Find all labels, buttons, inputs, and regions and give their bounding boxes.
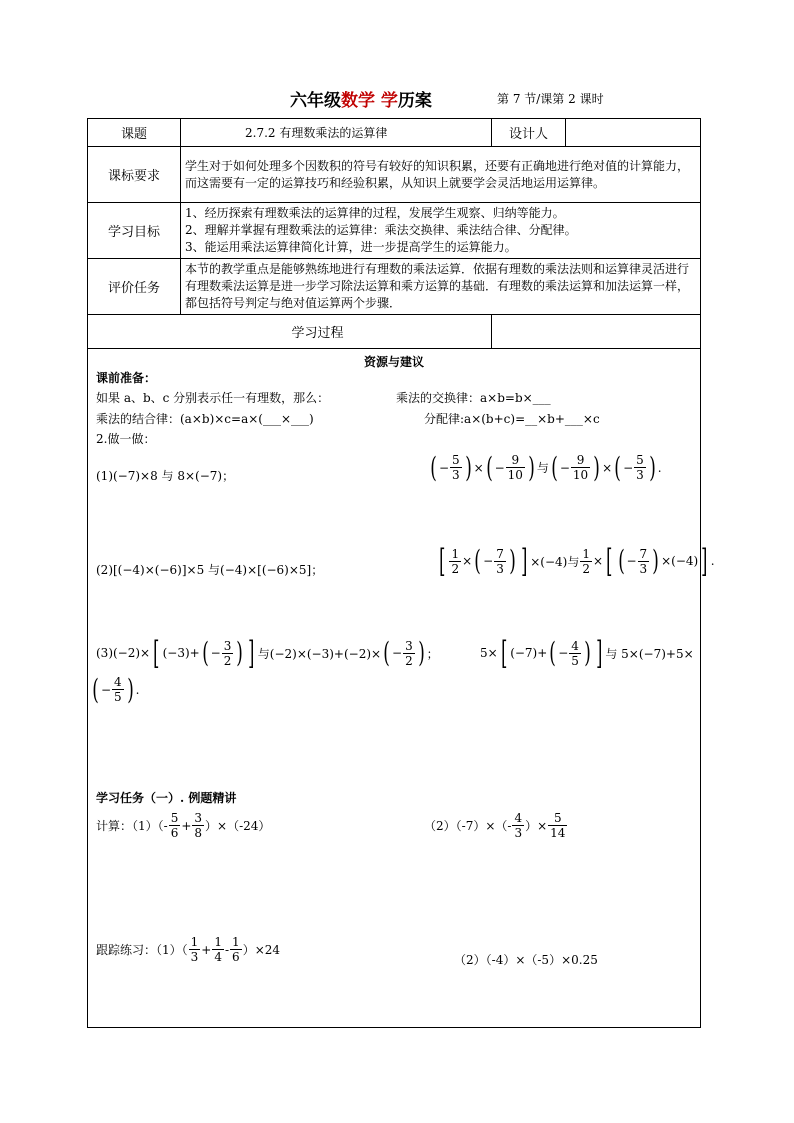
tracking-1-end: ）×24 — [242, 943, 281, 957]
calc-label: 计算：（1）（ — [96, 819, 164, 833]
prep-line-1b: 乘法的交换律：a×b=b×___ — [396, 391, 551, 405]
calc-2: （2）（-7）×（- $\frac{4}{3}$ ）× $\frac{5}{14}$ — [424, 811, 566, 840]
page-title — [290, 86, 432, 111]
title-part-red: 数学 — [341, 91, 375, 111]
requirement-text: 学生对于如何处理多个因数积的符号有较好的知识积累，还要有正确地进行绝对值的计算能力，而这需要有一定的运算技巧和经验积累，从知识上就要学会灵活地运用运算律。 — [181, 147, 701, 203]
resources-title: 资源与建议 — [363, 355, 424, 369]
designer-label: 设计人 — [492, 119, 566, 147]
prep-title: 课前准备： — [96, 371, 157, 385]
calc-2-start: （2）（-7）×（- — [424, 819, 512, 833]
exercise-3-right: 5×[ (−7)+( − $\frac{4}{5}$ ) ] 与 5×(−7)+5× — [480, 634, 694, 672]
header — [0, 86, 794, 110]
try-title: 2.做一做： — [96, 432, 156, 446]
goal-item: 2、理解并掌握有理数乘法的运算律：乘法交换律、乘法结合律、分配律。 — [185, 223, 577, 237]
prep-line-2b: 分配律:a×(b+c)=__×b+___×c — [424, 412, 600, 426]
goal-item: 3、能运用乘法运算律简化计算，进一步提高学生的运算能力。 — [185, 240, 517, 254]
title-part-red: 学 — [375, 91, 398, 111]
title-part: 案 — [414, 91, 432, 111]
title-part: 历 — [397, 91, 415, 111]
exercise-1-left: (1)(−7)×8 与 8×(−7)； — [96, 469, 235, 483]
goal-label: 学习目标 — [88, 203, 181, 259]
exercise-2-left: (2)[(−4)×(−6)]×5 与(−4)×[(−6)×5]； — [96, 563, 324, 577]
topic-value: 2.7.2 有理数乘法的运算律 — [181, 119, 492, 147]
lesson-table — [87, 118, 715, 1028]
exercise-3-left: (3)(−2)×[ (−3)+( − $\frac{3}{2}$ ) ] 与(−2)×(−3)+(−2)×( − $\frac{3}{2}$ ) ； — [96, 634, 439, 672]
goal-item: 1、经历探索有理数乘法的运算律的过程，发展学生观察、归纳等能力。 — [185, 206, 565, 220]
title-part: 六年级 — [290, 91, 341, 111]
evaluation-label: 评价任务 — [88, 259, 181, 315]
lesson-number: 第 7 节/课第 2 课时 — [497, 92, 604, 106]
exercise-3-continued: ( − $\frac{4}{5}$ ) . — [92, 672, 140, 706]
goal-list — [181, 203, 701, 259]
tracking-1: 跟踪练习：（1）（ $\frac{1}{3}$ + $\frac{1}{4}$ - $\frac{1}{6}$ ）×24 — [96, 935, 281, 964]
tracking-label: 跟踪练习：（1）（ — [96, 943, 188, 957]
prep-line-1a: 如果 a、b、c 分别表示任一有理数，那么： — [96, 391, 330, 405]
topic-label: 课题 — [88, 119, 181, 147]
exercise-1-right: ( − $\frac{5}{3}$ ) ×( − $\frac{9}{10}$ ) 与( − $\frac{9}{10}$ ) ×( − $\frac{5}{3}$ ) . — [430, 450, 662, 484]
requirement-label: 课标要求 — [88, 147, 181, 203]
exercise-2-right: [ $\frac{1}{2}$ ×( − $\frac{7}{3}$ ) ] ×(−4)与 $\frac{1}{2}$ ×[ ( − $\frac{7}{3}$ ) ×(−4)] . — [439, 542, 715, 580]
designer-value — [566, 119, 701, 147]
tracking-2: （2）（-4）×（-5）×0.25 — [454, 953, 598, 967]
process-label: 学习过程 — [88, 315, 492, 349]
calc-1: 计算：（1）（- $\frac{5}{6}$ + $\frac{3}{8}$ ）×（-24） — [96, 811, 271, 840]
evaluation-text: 本节的教学重点是能够熟练地进行有理数的乘法运算．依据有理数的乘法法则和运算律灵活进行有理数乘法运算是进一步学习除法运算和乘方运算的基础．有理数的乘法运算和加法运算一样，都包括符号判定与绝对值运算两个步骤． — [181, 259, 701, 315]
prep-line-2a: 乘法的结合律：(a×b)×c=a×(___×___) — [96, 412, 314, 426]
resources-cell — [88, 349, 715, 1028]
calc-1-end: ）×（-24） — [205, 819, 271, 833]
task-1-title: 学习任务（一）. 例题精讲 — [96, 791, 237, 805]
